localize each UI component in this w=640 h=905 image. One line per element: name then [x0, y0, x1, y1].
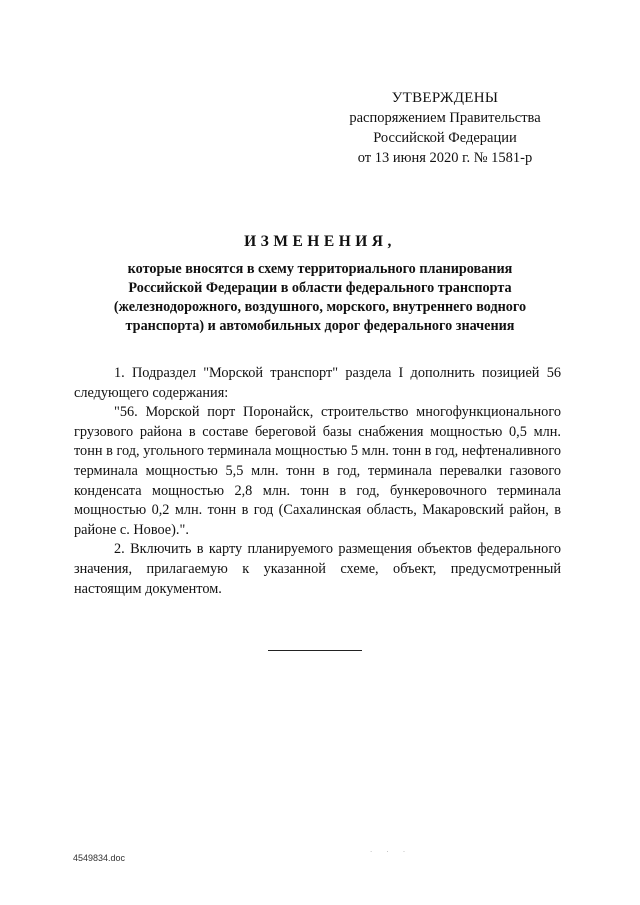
separator-line — [268, 650, 362, 651]
approval-line-2: Российской Федерации — [373, 130, 517, 146]
paragraph-3: 2. Включить в карту планируемого размещения объектов федерального значения, прилагаемую к указанной схеме, объект, предусмотренный настоящим документом. — [74, 541, 561, 597]
paragraph-2-quote: "56. Морской порт Поронайск, строительство многофункционального грузового района в составе береговой базы снабжения мощностью 0,5 млн. тонн в год, угольного терминала мощностью 5 млн. тонн в год, нефтеналивного терминала мощностью 5,5 млн. тонн в год, терминала перевалки газового конденсата мощностью 2,8 млн. тонн в год, бункеровочного терминала мощностью 0,2 млн. тонн в год (Сахалинская область, Макаровский район, в районе с. Новое).". — [74, 404, 561, 538]
approval-title: УТВЕРЖДЕНЫ — [391, 90, 499, 106]
subtitle-line-2: Российской Федерации в области федерального транспорта — [128, 280, 512, 296]
document-title: ИЗМЕНЕНИЯ, — [244, 233, 396, 250]
subtitle-line-3: (железнодорожного, воздушного, морского, внутреннего водного — [113, 299, 527, 315]
subtitle-line-4: транспорта) и автомобильных дорог федерального значения — [125, 318, 515, 334]
approval-line-3: от 13 июня 2020 г. № 1581-р — [357, 150, 533, 166]
subtitle-line-1: которые вносятся в схему территориального планирования — [127, 261, 513, 277]
scan-artifact: · · · — [370, 848, 412, 856]
paragraph-1: 1. Подраздел "Морской транспорт" раздела I дополнить позицией 56 следующего содержания: — [74, 365, 561, 401]
document-subtitle — [80, 260, 560, 336]
document-body — [74, 364, 561, 599]
approval-line-1: распоряжением Правительства — [349, 110, 541, 126]
approval-block — [330, 88, 560, 168]
footer-filename: 4549834.doc — [73, 853, 126, 863]
